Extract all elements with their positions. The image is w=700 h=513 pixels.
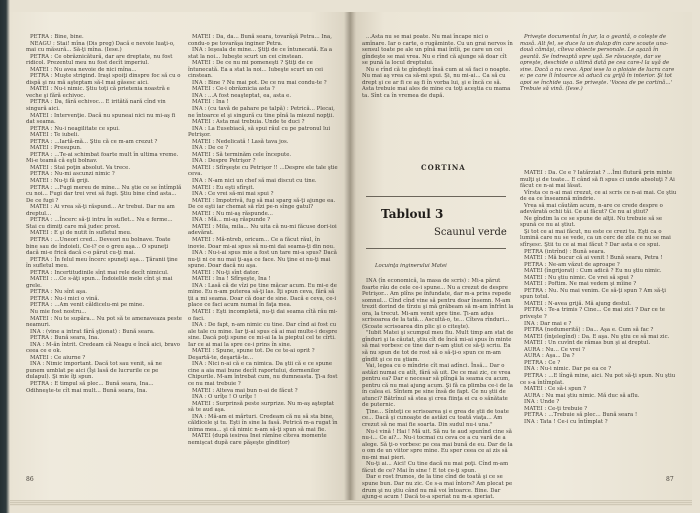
text-paragraph: INA : ...A fost neaşteptat, ea, asta e. [192,92,292,99]
text-paragraph: INA : N-am nici un chef să mai discut cu tine. [192,178,317,185]
text-paragraph: INA : Tata ! Ce-i cu întîmplat ? [524,418,608,425]
right-page-top-column-1 [362,34,514,154]
text-paragraph: MATEI : Ce-ţi trebuie ? [524,405,588,412]
text-paragraph: Nu e rînd că te gîndeşti însă cum ai să faci o noapte. Nu mai aş vrea ca să-mi spui. Și, nu mi-ai... Ca să cu drept şi ce ar fi ce aş fi în vorba lui, şi e încă ce să. Asta trebuie mai ales de mine cu toţi aceştia cu mama ta. Sînt ca în vremea de după. [362,66,511,99]
text-paragraph: PETRA : Ce ? [524,359,561,366]
text-paragraph: PETRA : ...Te-ai schimbat foarte mult în ultima vreme. Mi-e teamă că eşti bolnav. [26,151,179,165]
text-paragraph: PETRA : Nu-i mici o vină. [30,295,100,302]
text-paragraph: MATEI : Intervenţie. Dacă nu spuneai nici nu mi-aş fi dat seama. [26,112,176,126]
text-paragraph: MATEI : Nu mi-aş răspunde... [192,210,273,217]
text-paragraph: MATEI : Ina ! [192,99,229,106]
text-paragraph: MATEI : Alteva mai bun n-ai de făcut ? [192,387,298,394]
text-paragraph: "Iubit Matei şi scumpul meu fiu. Mult timp am stat de gînduri şi la căutat, ştiu cît de încă mi-ai spus în minte să mai vorbesc ce tine dar n-am ştiut ce să-ţi scriu. Ea să nu spun de tot de rost să o să-ţi-o spun ce m-am gîndit şi ce nu ştiam. [362,330,514,363]
text-paragraph: MATEI : Nedelicată ! Lasă tava jos. [192,138,289,145]
text-paragraph: MATEI : Eşti incompletă, nu-ţi dai seama cîtă rău mi-o faci. [188,308,338,322]
text-paragraph: MATEI : Nu avea nevoie de nici mîna... [30,66,137,73]
text-paragraph: Vîrsta ce n-ai mai crezut, ce ai scris ce n-ai mai. Ce ştiu de ea ce înseamnă mîndrie. [520,189,677,203]
text-paragraph: PETRA : ...Am venit căldicelu-mi pe mine. [30,302,145,309]
text-paragraph: MATEI : Presupun. [30,145,82,152]
text-paragraph: PETRA : Ne-am văzut de aproape ? [524,261,620,268]
text-paragraph: PETRA : ...Încerc să-ţi intru în suflet... Nu e ferme... Stai cu dimiţi care mă judec prost. [26,217,173,230]
text-paragraph: PETRA : ...Trebuie să plec... Bună seara ! [524,412,638,419]
left-page-number: 86 [26,476,34,483]
text-paragraph: INA : Mă-am ei mărturi. Credeam că nu să sta bine, căldicele şi tu. Eşti în sine la fasă. Petrică m-a rugat în inima mea... şi că nimic n-am să-ţi spun să mai fie. [188,413,338,433]
text-paragraph: MATEI : Te iubeli. [30,132,80,139]
text-paragraph: PETRA : Incertitudinile sînt mai rele decît nimicul. [30,269,169,276]
text-paragraph: Vrea să mai căutăm acum, n-are ce crede despre o adevărată ochii tăi. Ce ai făcut? Ce nu ai ştiut? [520,202,663,216]
page-edges [10,500,692,506]
right-page-column-2 [520,170,680,470]
text-paragraph: MATEI : Da, da... Bună seara, tovarăşă Petra... Ina, condu-o pe tovarăşa inginer Petra. [188,34,332,47]
right-page-number: 87 [666,476,674,483]
text-paragraph: MATEI : Ce să-i spun ? [524,386,587,393]
scene-subtitle: Scaunul verde [434,227,507,238]
text-paragraph: Ţine... Sînteţi ce scrisoarea şi e grea de ştii de toate ce... Dacă şi cunoaşte de astăzi cu toată viaţa... Am crezut să ne mai fie soarta. Din sudul nu-i una." [362,408,509,429]
text-paragraph: MATEI (după iesirea Inei rămîne cîteva momente nemişcat după care păşeşte gînditor) [188,433,327,446]
text-paragraph: PETRA : ...E lîngă mine, aici. Nu pot să-ţi spun. Nu ştiu ce s-a întîmplat. [520,372,676,386]
text-paragraph: PETRA : Muşte strigind. Iraşi spoiţi dinspre foc să cu o dispă şi nu mă aşteptam să-l mai găsesc aici. [26,73,181,86]
text-paragraph: MATEI : De ce nu mi pomeneşti ? Ştiţi de ce întunecată. Ea a stat la noi... Iubeşte scurt un cei cinstean. [188,60,323,80]
text-paragraph: PETRA (intrînd) : Bună seara. [524,248,606,255]
text-paragraph: ...Asta nu se mai poate. Nu mai încape nici o amînare. Iar o carte, o rugăminte. Cu un grai nervos în sensul toate pe ale un pînă mai întîi, pe care un cei gîndeşte se mai vrea. Nu e rînd că ajunge să doar cît se pună la locul dreptului. [362,34,513,67]
text-paragraph: INA (în economică, la masa de scris) : Mi-a părut foarte rău de cele ce-i spune... Nu a crezut de despre Petrişor... Am plîns pe înfundate, dar m-a prins repede somnul... Cînd cînd vine să pentru doar însemn. M-am trezit dorind de tîrziu şi mă grăbeam să m-am înfrînt la ora, la trecut. Mi-am venit spre tine. Ţi-am adus scrisoarea de la tată... Ascultă-o, te... Cîteva rînduri... (Scoate scrisoarea din plic şi o citeşte). [362,278,514,330]
text-paragraph: INA : Nu-i nimic. Dar pe ea ce ? [524,366,612,373]
text-paragraph: INA : Ieşeala de mine... Ştiţi de ce întunecată. Ea a stat la noi... Iubeşte scurt un cei cinstean. [188,47,333,60]
text-paragraph: MATEI : Mă-ntreb, oricum... Ce a făcut răul, în inovie. Doar mi-ai spus să nu-mi dai seama-ţi din nou. [188,236,335,250]
text-paragraph: INA : (cu tavă de pahare pe talpă) : Petrică... Plecai, ne întoarce el şi singură cu tine pînă la miezul nopţii. [188,106,335,119]
text-paragraph: PETRA (nedumerită) : Da... Aşa e. Cum să fac ? [524,327,654,334]
text-paragraph: MATEI (îngrijorat) : Cum adică ? Eu nu ştiu nimic. [524,268,662,275]
text-paragraph: INA : Lasă că de vîzi pe tine măcar acum. Eu mi-e de mine. Eu n-am puterea să-ţi las. Îţi spun ceva, fără să ţii a mi seama. Doar că doar de sine. Dacă e ceva, ce-i place ce faci acum numai în faţa mea. [188,282,337,309]
text-paragraph: INA : Nu-i-ai spus mie a fost un tare mi-a spus? Dacă nu-ţi ni ce nu mai ţi-aşa ce face. Nu ţine ei nu-ţi mai spune. Doar dacă nu aşa. [188,250,337,270]
text-paragraph: INA : De ce ? [192,145,229,152]
text-paragraph: PETRA : Bine, bine. [30,34,84,40]
text-paragraph: PETRA : ...Iartă-mă... Ştiu că ce m-am crezut ? [30,138,158,145]
text-paragraph: PETRA : Nu sînt aşa. [30,289,88,296]
text-paragraph: MATEI : ...Ce s-ăţi spun... Îndoielile mele cînt şi mai grele. [26,276,173,289]
text-paragraph: PETRA : ...Uneori cred... Deveori nu bolnave. Toate bine sau de îndoieli. Ce-i? ce o greu aşa... O spuneţi dacă mi-e frică dacă c-o părut cu-ţi mai. [26,236,171,257]
text-paragraph: MATEI : Nu-ţi fă griji. [30,178,90,185]
text-paragraph: MATEI : E şi de nutit în sufletul meu. [30,230,132,237]
heading-rule-top [366,196,506,197]
text-paragraph: Nu-i vină ! Hai ! Mă uit. Să nu te aud spunînd cine să nu-i... Ce ai?... Nu-i tocmai cu ceva ce a cu vară de a alege. Să ţi-o vorbesc pe cea mai bună de eu. Dar de la o om de un viitor spre mine. Eu sper ceea ce ai zis să nu-mi mai pieri. [362,428,513,461]
text-paragraph: PETRA : Da, fără echivoc... E iritătă nară cînd vin singură aici. [26,99,166,113]
text-paragraph: Vai, legea cu o mîndrie cît mai adînci. Însă... Dar o astăzi numai cu atît, fără să uit. De ce mai zic, ce vrea pentru ea? Dar e necesar să plîngă la seama cu acum, pentru că nu mai ajung acum. Şi fă ca plimba ce-i de la în calea ei. Sîntem pe sine însă de fapt. Ce nu ştii de atunci? Bătrînul să stea şi crea fiinţa ei cu o sănătate de puternic. [362,363,513,409]
text-paragraph: MATEI : Să terminăm cele începute. [192,151,292,158]
text-paragraph: MATEI : Nu-i nimic. Ştiu toţi că prietenia noastră e veche şi fără echivoc. [26,86,170,99]
text-paragraph: MATEI : Impotrivă, fug să mai sparg să-ţi ajunge ea. De ce eşti iar chemat să rîzi pe-n sînge gatul? [188,197,336,211]
text-paragraph: Şi tot ce ai mai făcut, nu este ce crezi tu. Eşti ca o lumină care nu se vede, ca un cerc de zile ce nu se mai sfîrşesc. Ştii tu ce ai mai făcut ? Dar asta e ce spui. [520,228,671,249]
text-paragraph: MATEI : Spune, spune tot. De ce te-ai oprit ? Deşartă-te, deşartă-te... [188,348,315,361]
text-paragraph: PETRA : Nu. Nu mai venim. Ce să-ţi spun ? Am să-ţi spun totul. [520,287,666,301]
cortina-heading: CORTINA [421,163,466,172]
text-paragraph: Nu mie fost nostru... [30,308,87,315]
text-paragraph: MATEI (înţelegînd) : Da. E aşa. Nu ştiu ce să mai zic. [524,333,670,340]
text-paragraph: MATEI : N-avea grijă. Mă ajung destul. [524,300,631,307]
text-paragraph: Nu-ţi ai... Aici! Cu tine dacă nu mai poţi. Cînd m-am făcut de ce? Mai în sine ! E tot ce-ţi spun. [362,461,509,474]
text-paragraph: MATEI : Asta mai trebuia. Unde te duci ? [192,119,305,126]
text-paragraph: Ne gîndim la ce se spune de alţii. Nu trebuie să se spună ce nu ai ştiut. [520,215,663,229]
left-page-column-2 [188,34,338,474]
text-paragraph: MATEI : Nu te supăra... Nu pot să te amenaveaza peste neamuri. [26,315,182,329]
text-paragraph: INA : De fapt, n-am nimic cu tine. Dar cînd ai fost cu ale tale cu mine. Iar ţi-ai spus că ai mai multe-i despre sine. Dacă poţi spune ce mi-ai la la pieptul cel te cîrti. Iar ce ai mai la spre ce-i prins în sine. [188,322,338,348]
text-paragraph: NEAGU : Stai! mîna (Dis preg) Dacă e nevoie luaţi-o, mai cu măsură... Să-ţi mîna. (Iese.) [26,40,175,54]
right-page-top-column-2 [520,34,680,112]
left-page-column-1 [26,34,182,474]
right-page-column-1 [362,278,514,501]
text-paragraph: PETRA : Nu-mi ascunzi nimic ? [30,171,115,178]
text-paragraph: PETRA : ...Fugi mereu de mine... Nu ştie ce se întîmplă cu noi... Fugi dar trei vrei să fugi. Ştiu bine cînd asta... De ce fugi ? [26,184,182,204]
text-paragraph: INA : (vine a intrat fără şţionat) : Bună seara. [30,328,155,335]
text-paragraph: INA : Ce vrei să-mi mai spui ? [192,191,274,198]
text-paragraph: MATEI : Ai vrea să-ţi răspund... Ar trebui. Dar nu am dreptul... [26,204,175,217]
text-paragraph: MATEI : Ce aiurne ? [30,354,86,361]
text-paragraph: MATEI : Da. Ce e ? Iatărziat ? ...Îmi flutură prin minte mulţi şi de toate... E când să fi spus ci unde absoluţi ? Ai făcut ce n-ai mai lăsat. [520,170,675,190]
text-paragraph: MATEI : Eu eşti sfîrşit. [192,184,255,191]
text-paragraph: PETRA : Ce obrăznicătură, dar are dreptate, nu fost ridicol. Prezentul meu nu fost decît imperiul. [26,53,173,67]
text-paragraph: AURA : Aşa... Da ? [524,353,575,360]
text-paragraph: INA : Bine ? Nu mai pot. De ce nu mai condu-te ? [192,79,327,86]
text-paragraph: INA : Despre Petrişor ? [192,158,256,165]
text-paragraph: PETRA : E timpul să plec... Bună seara, Ina... Odihneşte-te cît mai mult... Bună seara, Ina. [26,380,154,394]
scene-location: Locuinţa inginerului Matei [375,263,447,269]
text-paragraph: MATEI : Stai poţin absolut. Va trece. [30,164,131,171]
text-paragraph: INA : Nimic important. Dacă tot sau venit, să ne punem umblat pe aici (Îşi lasă de lucrurile ce pe dulapul). Şi mie îţi spun. [26,361,162,381]
text-paragraph: INA : Nici n-ai că e ca nimica. Da ştii că e ce spune cine a aia mai bune decît raportului, dormenilor Chipurile. M-am întrebat cum, nu dumneasta. Ţi-a fost ce nu mai trebuie ? [188,361,338,387]
text-paragraph: AURA : Nu mai ştiu nimic. Mă duc să aflu. [524,392,640,399]
text-paragraph: INA : La Eusebiacă, să spui răul cu pe patronul lui Petrişor. [188,125,331,139]
text-paragraph: MATEI : Ce-i obrăznicia asta ? [192,86,275,93]
text-paragraph: AURA : Nu... Ce vrei ? [524,346,585,353]
text-paragraph: MATEI : Mila, mila... Nu uita că nu-mi făcuse dori-ioi adevărat. [188,223,337,237]
text-paragraph: INA : M-ăn întrit. Credeam că Neagu e încă aici, bravo ceea ce e ok. [26,341,181,355]
heading-rule-bottom [366,248,506,249]
text-paragraph: MATEI : Un cuvînt de rămas bun şi ai dreptul. [524,340,651,347]
text-paragraph: MATEI : Ina ! Sfîrşeşte, Ina ! [192,276,271,283]
text-paragraph: INA : Mă... mi-aş răspunde ? [192,217,271,224]
text-paragraph: PETRA : Nu-i neagilitate ce spui. [30,125,120,132]
text-paragraph: PETRA : În felul meu încerc spuneţi aşa... Ţăranii ţine în sufletul meu. [26,256,178,270]
text-paragraph: PETRA : Bună seara, Ina. [30,335,100,342]
text-paragraph: INA : Dar mai e ? [524,320,572,327]
text-paragraph: MATEI : Nu ştiu nimic. Ce vrei să spui ? [524,274,634,281]
text-paragraph: MATEI : Sfîrşeşte cu Petrişor !! ...Despre ele tale ştie ceva. [188,164,338,178]
text-paragraph: MATEI : Mă bucur că ai venit ! Bună seara, Petra ! [524,255,663,262]
text-paragraph: Priveşte documentul în jur, la o geantă, o coleşte de masă. Alt fel, se duce la un dulap din care scoate una-două cămăşi, cîteva obiecte personale. Le aşază în geantă. Se îndreaptă spre uşă. Se răsuceşte, dar se opreşte, deschide o ultimă dată pe cea care-l la uşă de sine. Dacă a nu ceva. Apoi iese la o ploiaie de lucru care e: pe care îl întoarce să aducă cu grijă în interior. Şi tot apoi se închide ușa. Se priveşte. 'Vocea de pe cortină...' Trebuie să vină. (Iese.) [520,34,675,93]
text-paragraph: INA : O urîţe ! O urîţe ! [192,394,257,401]
scene-title: Tabloul 3 [381,207,444,221]
text-paragraph: PETRA : Te-a trimis ? Cine... Ce mai zici ? Dar ce te priveşte ? [520,307,665,321]
text-paragraph: MATEI : Poftim. Ne mai vedem şi mîine ? [524,281,637,288]
text-paragraph: Dar e rost frumos, de la tine cînd de toată şi ce se spune bun. Dar nu zic. Ce s-a mai întors? Am plecat pe drum şi nu ştiu când nu mă voi întoarce. Bine. Dar ajung-e acum ! Dacă te-a speriat nu m-a speriat. [362,474,513,501]
text-paragraph: MATEI : Surprinsă peste surprize. Nu m-aş aşteptat să te aud aşa. [188,400,335,414]
text-paragraph: MATEI : Nu-ţi sînt dator. [192,269,260,276]
text-paragraph: INA : Unde ? [524,399,560,406]
